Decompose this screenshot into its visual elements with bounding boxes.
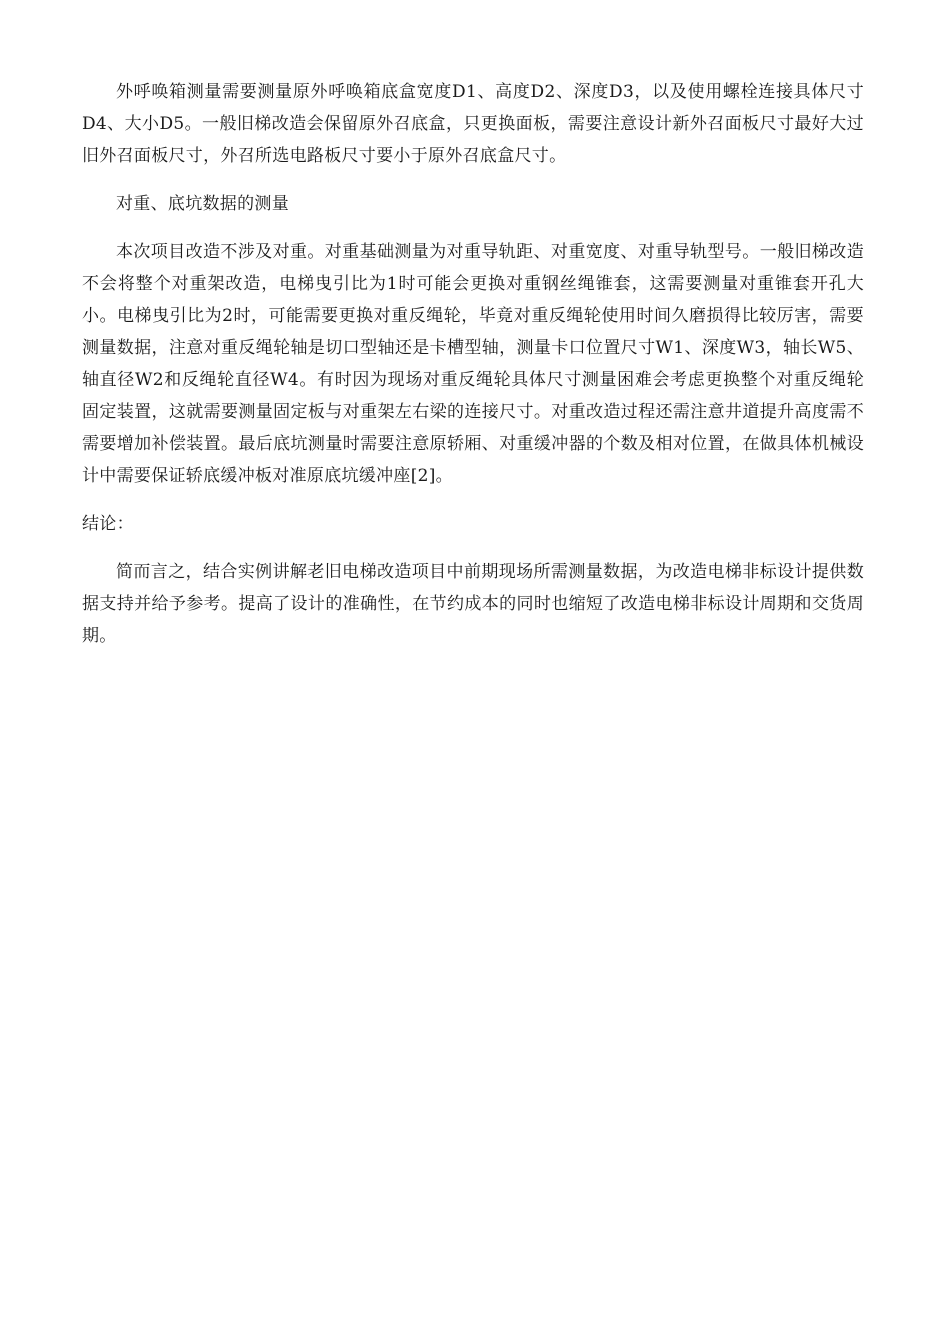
section-heading-counterweight-pit: 对重、底坑数据的测量 bbox=[116, 194, 289, 214]
paragraph-counterweight-details: 本次项目改造不涉及对重。对重基础测量为对重导轨距、对重宽度、对重导轨型号。一般旧梯改造不会将整个对重架改造，电梯曳引比为1时可能会更换对重钢丝绳锥套，这需要测量对重锥套开孔大小。电梯曳引比为2时，可能需要更换对重反绳轮，毕竟对重反绳轮使用时间久磨损得比较厉害，需要测量数据，注意对重反绳轮轴是切口型轴还是卡槽型轴，测量卡口位置尺寸W1、深度W3，轴长W5、轴直径W2和反绳轮直径W4。有时因为现场对重反绳轮具体尺寸测量困难会考虑更换整个对重反绳轮固定装置，这就需要测量固定板与对重架左右梁的连接尺寸。对重改造过程还需注意井道提升高度需不需要增加补偿装置。最后底坑测量时需要注意原轿厢、对重缓冲器的个数及相对位置，在做具体机械设计中需要保证轿底缓冲板对准原底坑缓冲座[2]。 bbox=[82, 242, 864, 486]
document-page bbox=[82, 76, 864, 652]
paragraph-call-box-measurement: 外呼唤箱测量需要测量原外呼唤箱底盒宽度D1、高度D2、深度D3，以及使用螺栓连接具体尺寸D4、大小D5。一般旧梯改造会保留原外召底盒，只更换面板，需要注意设计新外召面板尺寸最好大过旧外召面板尺寸，外召所选电路板尺寸要小于原外召底盒尺寸。 bbox=[82, 82, 864, 166]
paragraph-conclusion: 简而言之，结合实例讲解老旧电梯改造项目中前期现场所需测量数据，为改造电梯非标设计提供数据支持并给予参考。提高了设计的准确性，在节约成本的同时也缩短了改造电梯非标设计周期和交货周期。 bbox=[82, 562, 864, 646]
conclusion-heading: 结论： bbox=[82, 514, 134, 534]
